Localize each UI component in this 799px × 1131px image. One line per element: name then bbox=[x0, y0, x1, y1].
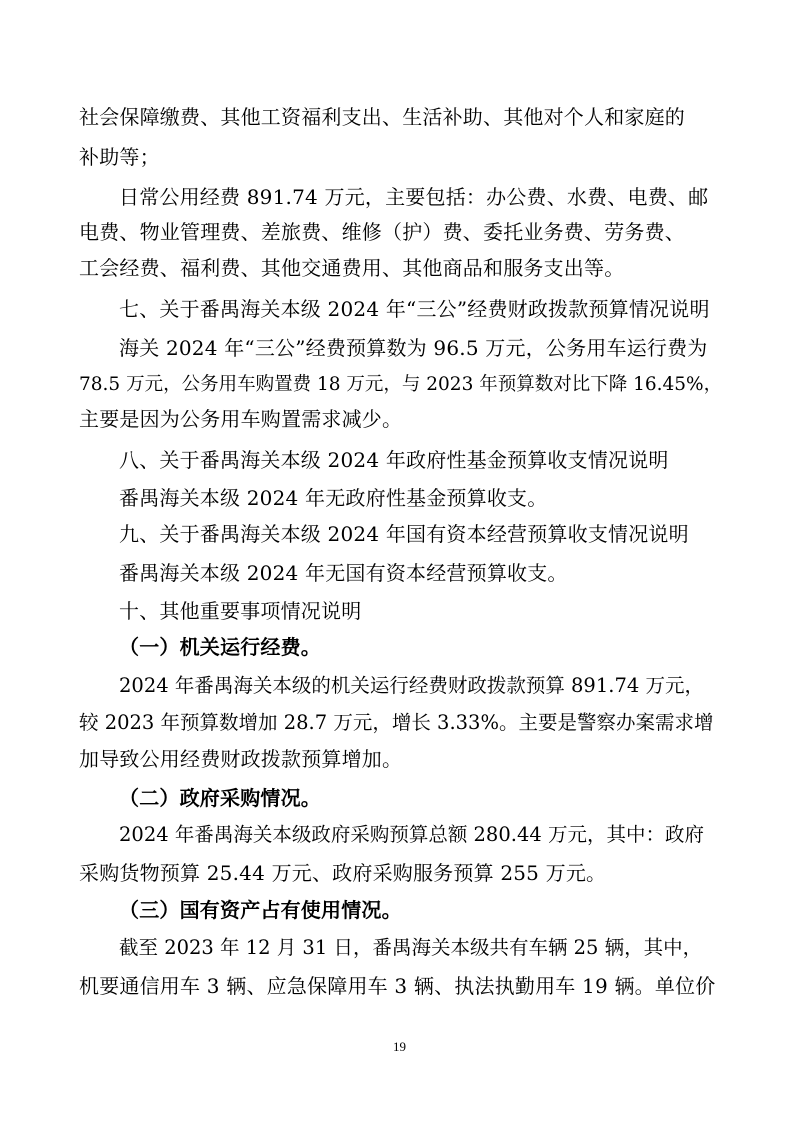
subsection-heading-2: （二）政府采购情况。 bbox=[119, 786, 321, 810]
text-line: 78.5 万元，公务用车购置费 18 万元，与 2023 年预算数对比下降 16.45%， bbox=[79, 374, 723, 395]
text-line: 番禺海关本级 2024 年无政府性基金预算收支。 bbox=[119, 486, 548, 510]
text-line: 截至 2023 年 12 月 31 日，番禺海关本级共有车辆 25 辆，其中， bbox=[119, 936, 703, 959]
text-line: 主要是因为公务用车购置需求减少。 bbox=[79, 407, 403, 431]
text-line: 较 2023 年预算数增加 28.7 万元，增长 3.33%。主要是警察办案需求增 bbox=[79, 711, 714, 734]
text-line: 机要通信用车 3 辆、应急保障用车 3 辆、执法执勤用车 19 辆。单位价 bbox=[79, 974, 716, 998]
section-heading-7: 七、关于番禺海关本级 2024 年“三公”经费财政拨款预算情况说明 bbox=[119, 297, 710, 321]
text-line: 社会保障缴费、其他工资福利支出、生活补助、其他对个人和家庭的 bbox=[79, 105, 685, 129]
subsection-heading-3: （三）国有资产占有使用情况。 bbox=[119, 898, 402, 922]
text-line: 工会经费、福利费、其他交通费用、其他商品和服务支出等。 bbox=[79, 256, 625, 280]
text-line: 补助等； bbox=[79, 145, 160, 169]
section-heading-9: 九、关于番禺海关本级 2024 年国有资本经营预算收支情况说明 bbox=[119, 522, 689, 546]
text-line: 2024 年番禺海关本级的机关运行经费财政拨款预算 891.74 万元， bbox=[119, 674, 704, 697]
text-line: 采购货物预算 25.44 万元、政府采购服务预算 255 万元。 bbox=[79, 861, 607, 885]
text-line: 日常公用经费 891.74 万元，主要包括：办公费、水费、电费、邮 bbox=[119, 185, 709, 209]
text-line: 电费、物业管理费、差旅费、维修（护）费、委托业务费、劳务费、 bbox=[79, 220, 685, 244]
text-line: 2024 年番禺海关本级政府采购预算总额 280.44 万元，其中：政府 bbox=[119, 823, 704, 846]
subsection-heading-1: （一）机关运行经费。 bbox=[119, 635, 321, 659]
text-line: 加导致公用经费财政拨款预算增加。 bbox=[79, 747, 403, 771]
section-heading-10: 十、其他重要事项情况说明 bbox=[119, 599, 362, 623]
section-heading-8: 八、关于番禺海关本级 2024 年政府性基金预算收支情况说明 bbox=[119, 448, 669, 472]
page-number: 19 bbox=[393, 1039, 406, 1054]
text-line: 海关 2024 年“三公”经费预算数为 96.5 万元，公务用车运行费为 bbox=[119, 336, 708, 360]
text-line: 番禺海关本级 2024 年无国有资本经营预算收支。 bbox=[119, 561, 568, 585]
